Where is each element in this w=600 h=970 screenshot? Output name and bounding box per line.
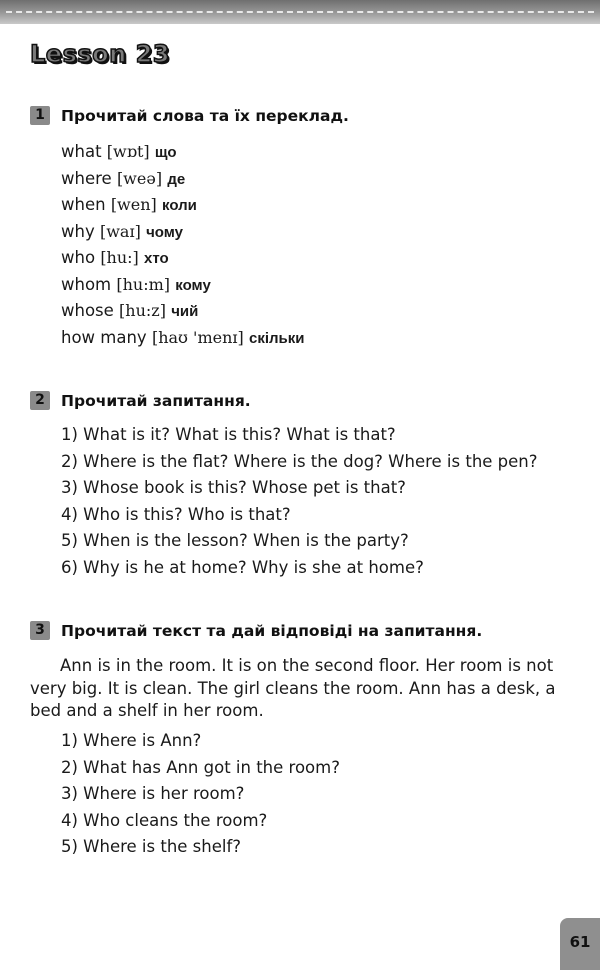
vocab-word: who <box>61 248 96 267</box>
vocab-item <box>61 325 305 352</box>
vocab-transcription: [hu:z] <box>119 301 166 320</box>
question-item: 3) Where is her room? <box>61 784 245 803</box>
vocab-word: whose <box>61 301 114 320</box>
task-1-heading <box>30 106 349 125</box>
task-3-instruction: Прочитай текст та дай відповіді на запитання. <box>61 621 483 640</box>
question-item: 5) Where is the shelf? <box>61 837 242 856</box>
vocab-item <box>61 272 305 299</box>
vocab-translation: хто <box>144 250 169 267</box>
top-decorative-strip <box>0 0 600 24</box>
vocab-translation: чому <box>146 223 183 241</box>
vocab-word: whom <box>61 274 112 294</box>
vocab-item <box>61 219 305 246</box>
vocabulary-list <box>61 139 305 351</box>
task-3-number-badge: 3 <box>30 621 50 640</box>
question-item: 6) Why is he at home? Why is she at home? <box>61 557 424 577</box>
stitch-line <box>6 11 594 13</box>
vocab-translation: коли <box>162 197 197 214</box>
question-item: 5) When is the lesson? When is the party? <box>61 531 409 550</box>
vocab-word: why <box>61 221 95 241</box>
question-item: 3) Whose book is this? Whose pet is that? <box>61 478 406 497</box>
question-item: 1) What is it? What is this? What is that? <box>61 425 396 444</box>
vocab-transcription: [weə] <box>116 168 163 188</box>
reading-text: Ann is in the room. It is on the second floor. Her room is not very big. It is clean. The girl cleans the room. Ann has a desk, a bed and a shelf in her room. <box>30 656 556 720</box>
question-item: 1) Where is Ann? <box>61 731 202 750</box>
vocab-item <box>61 298 305 325</box>
task-2-number-badge: 2 <box>30 391 50 410</box>
vocab-transcription: [haʊ 'menɪ] <box>151 327 244 347</box>
vocab-word: when <box>61 195 106 214</box>
task-3-questions <box>61 728 340 861</box>
task-2-instruction: Прочитай запитання. <box>61 391 251 410</box>
vocab-translation: скільки <box>249 329 305 347</box>
task-2-questions <box>61 422 538 581</box>
vocab-transcription: [hu:m] <box>116 274 171 294</box>
vocab-word: how many <box>61 327 147 347</box>
vocab-translation: чий <box>171 303 199 320</box>
task-2-heading <box>30 391 251 410</box>
task-1-number-badge: 1 <box>30 106 50 125</box>
vocab-translation: де <box>167 170 186 188</box>
lesson-title: Lesson 23 <box>30 40 170 68</box>
vocab-item <box>61 192 305 219</box>
task-3-heading <box>30 621 482 640</box>
page-number: 61 <box>560 918 600 970</box>
vocab-item <box>61 166 305 193</box>
question-item: 2) What has Ann got in the room? <box>61 757 340 777</box>
vocab-transcription: [wɒt] <box>106 142 150 161</box>
vocab-item <box>61 139 305 166</box>
vocab-transcription: [hu:] <box>100 248 139 267</box>
vocab-transcription: [waɪ] <box>99 221 141 241</box>
vocab-transcription: [wen] <box>110 195 157 214</box>
vocab-translation: що <box>154 144 177 161</box>
question-item: 4) Who cleans the room? <box>61 810 268 830</box>
vocab-word: where <box>61 168 112 188</box>
question-item: 2) Where is the flat? Where is the dog? Where is the pen? <box>61 451 538 471</box>
question-item: 4) Who is this? Who is that? <box>61 504 291 524</box>
task-1-instruction: Прочитай слова та їх переклад. <box>61 106 349 125</box>
vocab-word: what <box>61 142 102 161</box>
vocab-translation: кому <box>175 276 211 294</box>
vocab-item <box>61 245 305 272</box>
